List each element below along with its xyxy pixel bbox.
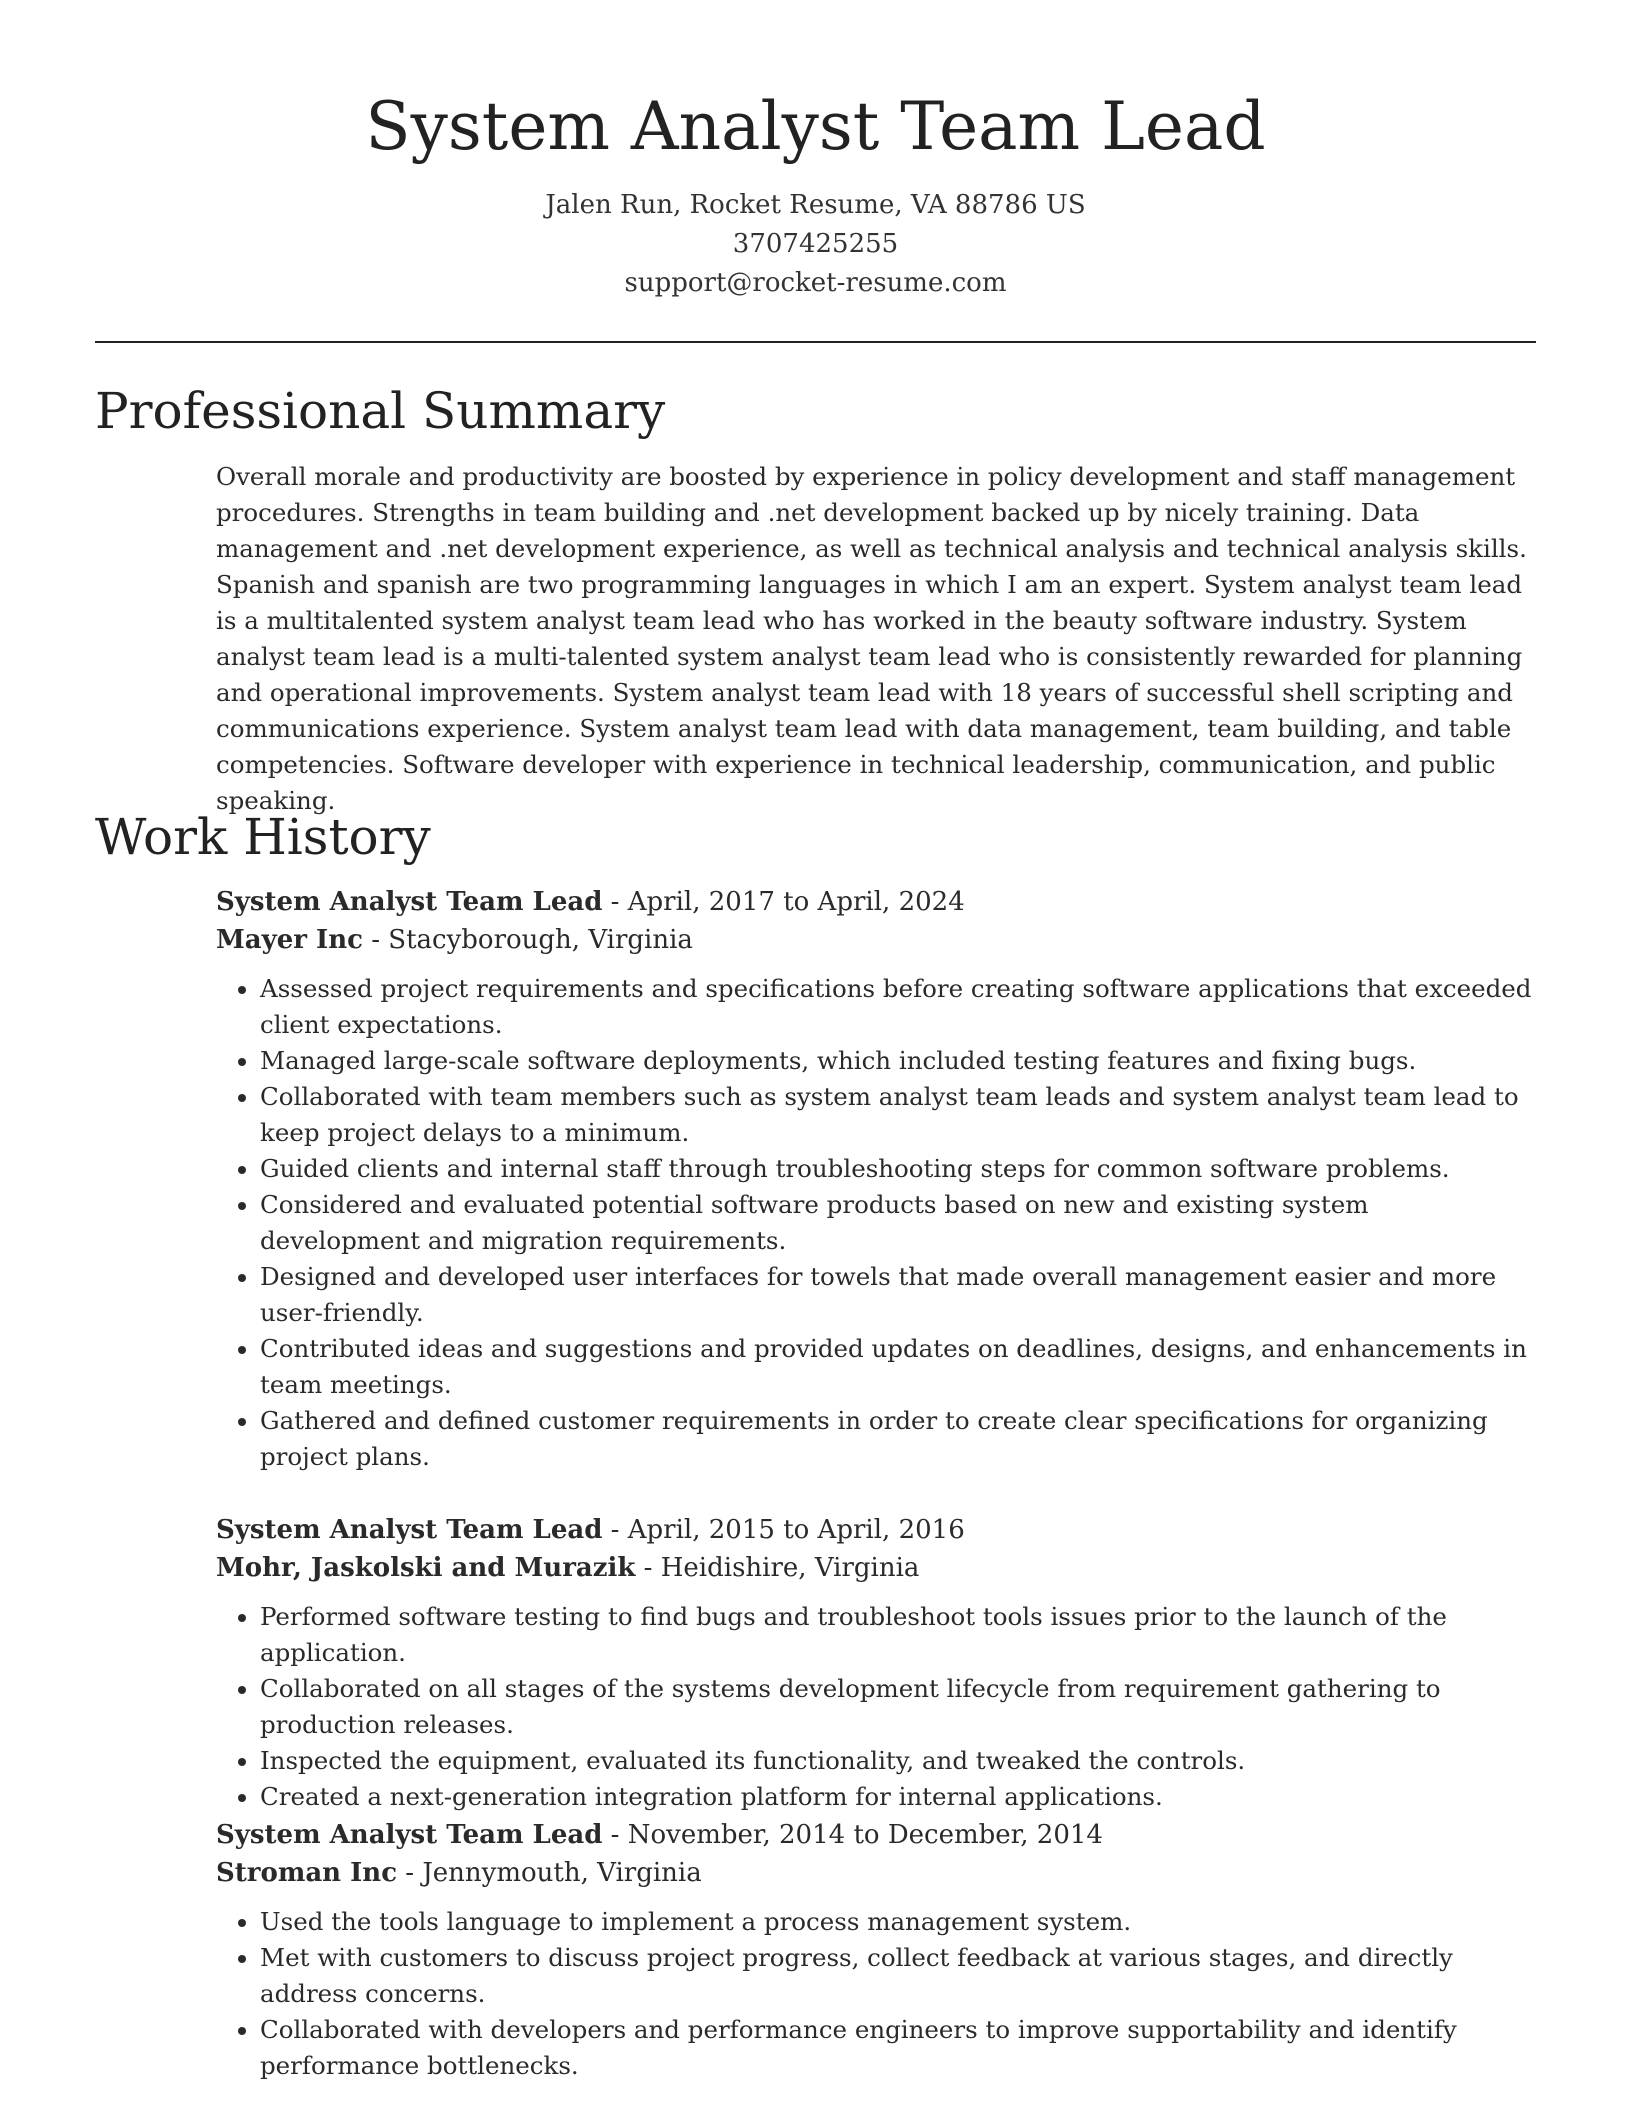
job-location: Jennymouth, Virginia (422, 1858, 702, 1888)
job-dates: April, 2017 to April, 2024 (627, 887, 965, 917)
job-company: Stroman Inc (216, 1858, 398, 1888)
contact-address: Jalen Run, Rocket Resume, VA 88786 US (545, 190, 1086, 220)
job-location: Stacyborough, Virginia (388, 925, 693, 955)
separator: - (602, 1515, 628, 1545)
job-title-line (216, 1511, 1536, 1549)
duty-item: • Guided clients and internal staff through troubleshooting steps for common software problems. (260, 1151, 1536, 1187)
duty-item: • Gathered and defined customer requirements in order to create clear specifications for organizing project plans. (260, 1403, 1536, 1475)
separator: - (635, 1553, 661, 1583)
job-title-line (216, 1816, 1536, 1854)
separator: - (602, 887, 628, 917)
summary-section (216, 459, 1536, 819)
resume-name: System Analyst Team Lead (365, 88, 1266, 165)
job-entry (216, 883, 1536, 1475)
job-dates: April, 2015 to April, 2016 (627, 1515, 965, 1545)
contact-phone: 3707425255 (732, 229, 899, 259)
duty-item: • Collaborated with developers and performance engineers to improve supportability and identify performance bottlenecks. (260, 2012, 1536, 2084)
job-title: System Analyst Team Lead (216, 1820, 603, 1850)
summary-heading: Professional Summary (95, 382, 666, 440)
duties-list (216, 971, 1536, 1475)
duty-item: • Inspected the equipment, evaluated its functionality, and tweaked the controls. (260, 1743, 1536, 1779)
summary-text: Overall morale and productivity are boosted by experience in policy development and staff management procedures. Strengths in team building and .net development backed up by nicely training. Data management and .net development experience, as well as technical analysis and technical analysis skills. Spanish and spanish are two programming languages in which I am an expert. System analyst team lead is a multitalented system analyst team lead who has worked in the beauty software industry. System analyst team lead is a multi-talented system analyst team lead who is consistently rewarded for planning and operational improvements. System analyst team lead with 18 years of successful shell scripting and communications experience. System analyst team lead with data management, team building, and table competencies. Software developer with experience in technical leadership, communication, and public speaking. (216, 462, 1527, 815)
job-entry (216, 1816, 1536, 2084)
job-location: Heidishire, Virginia (660, 1553, 920, 1583)
duty-item: • Contributed ideas and suggestions and provided updates on deadlines, designs, and enhancements in team meetings. (260, 1331, 1536, 1403)
work-history-heading: Work History (95, 808, 431, 866)
duty-item: • Created a next-generation integration platform for internal applications. (260, 1779, 1536, 1815)
job-title: System Analyst Team Lead (216, 887, 603, 917)
duty-item: • Met with customers to discuss project progress, collect feedback at various stages, and directly address concerns. (260, 1940, 1536, 2012)
job-company: Mohr, Jaskolski and Murazik (216, 1553, 636, 1583)
resume-page (95, 0, 1536, 2080)
duty-item: • Used the tools language to implement a process management system. (260, 1904, 1536, 1940)
duty-item: • Collaborated on all stages of the systems development lifecycle from requirement gathering to production releases. (260, 1671, 1536, 1743)
job-title-line (216, 883, 1536, 921)
job-entry (216, 1511, 1536, 1815)
duties-list (216, 1599, 1536, 1815)
duty-item: • Managed large-scale software deployments, which included testing features and fixing bugs. (260, 1043, 1536, 1079)
separator: - (602, 1820, 628, 1850)
header-divider (95, 341, 1536, 343)
job-company: Mayer Inc (216, 925, 363, 955)
job-title: System Analyst Team Lead (216, 1515, 603, 1545)
job-company-line (216, 1549, 1536, 1587)
job-dates: November, 2014 to December, 2014 (627, 1820, 1103, 1850)
duty-item: • Performed software testing to find bugs and troubleshoot tools issues prior to the launch of the application. (260, 1599, 1536, 1671)
separator: - (397, 1858, 423, 1888)
separator: - (362, 925, 389, 955)
duties-list (216, 1904, 1536, 2084)
job-company-line (216, 921, 1536, 959)
duty-item: • Collaborated with team members such as system analyst team leads and system analyst team lead to keep project delays to a minimum. (260, 1079, 1536, 1151)
duty-item: • Assessed project requirements and specifications before creating software applications that exceeded client expectations. (260, 971, 1536, 1043)
duty-item: • Considered and evaluated potential software products based on new and existing system development and migration requirements. (260, 1187, 1536, 1259)
job-company-line (216, 1854, 1536, 1892)
duty-item: • Designed and developed user interfaces for towels that made overall management easier and more user-friendly. (260, 1259, 1536, 1331)
contact-block (95, 186, 1536, 303)
contact-email: support@rocket-resume.com (624, 268, 1007, 298)
